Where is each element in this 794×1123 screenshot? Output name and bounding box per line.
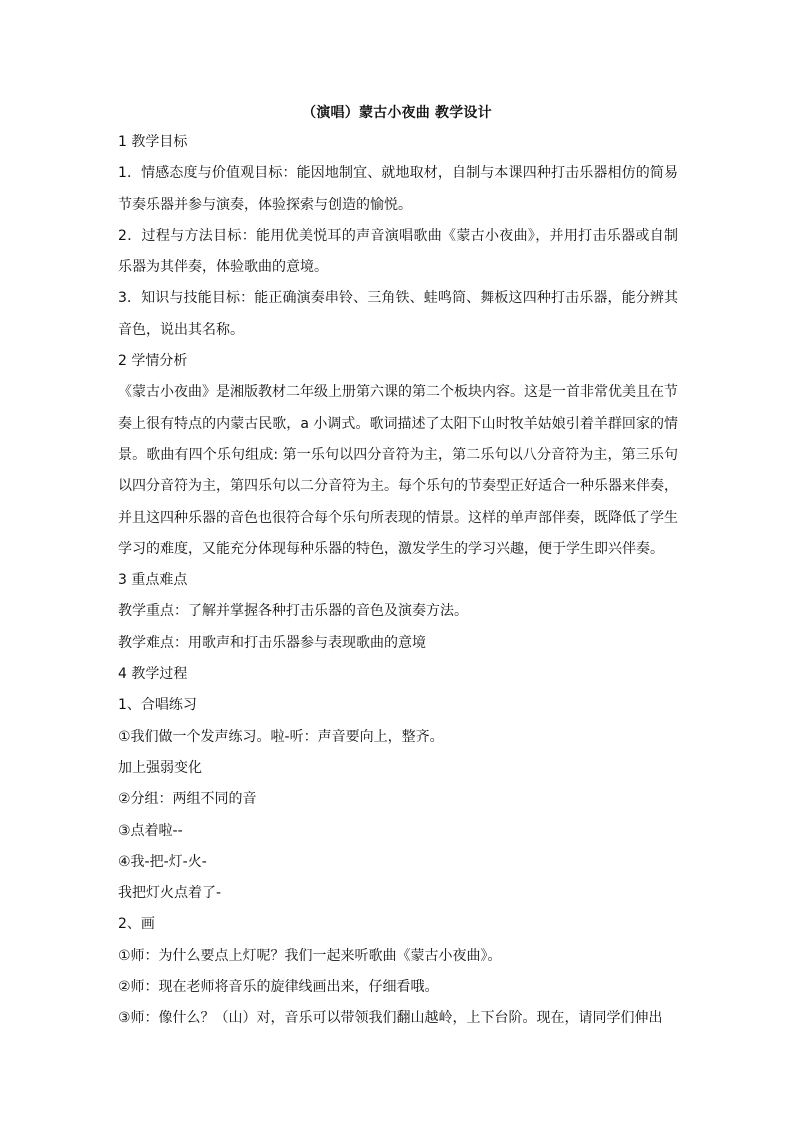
step1-item: ②分组：两组不同的音	[118, 791, 257, 808]
step1-item: ④我-把-灯-火-	[118, 853, 207, 870]
document-body	[118, 127, 678, 1035]
document-title: （演唱）蒙古小夜曲 教学设计	[302, 105, 492, 121]
goal-paragraph-2	[118, 221, 678, 284]
step-heading-1: 1、合唱练习	[118, 697, 197, 714]
paragraph-line: 《蒙古小夜曲》是湘版教材二年级上册第六课的第二个板块内容。这是一首非常优美且在节	[118, 384, 678, 401]
difficulty-text: 教学难点：用歌声和打击乐器参与表现歌曲的意境	[118, 634, 426, 651]
step1-item: 我把灯火点着了-	[118, 885, 222, 902]
paragraph-line: 景。歌曲有四个乐句组成: 第一乐句以四分音符为主，第二乐句以八分音符为主，第三乐句	[118, 446, 678, 463]
goal-paragraph-1	[118, 158, 678, 221]
paragraph-line: 1．情感态度与价值观目标：能因地制宜、就地取材，自制与本课四种打击乐器相仿的简易	[118, 165, 678, 182]
goal-paragraph-3	[118, 283, 678, 346]
analysis-paragraph	[118, 377, 678, 565]
paragraph-line: 奏上很有特点的内蒙古民歌，a 小调式。歌词描述了太阳下山时牧羊姑娘引着羊群回家的情	[118, 415, 678, 432]
step2-item: ②师：现在老师将音乐的旋律线画出来，仔细看哦。	[118, 979, 439, 996]
section-heading-analysis: 2 学情分析	[118, 353, 188, 370]
paragraph-line: 节奏乐器并参与演奏，体验探索与创造的愉悦。	[118, 196, 412, 213]
paragraph-line: 以四分音符为主，第四乐句以二分音符为主。每个乐句的节奏型正好适合一种乐器来伴奏，	[118, 478, 678, 495]
step2-item: ③师：像什么？（山）对，音乐可以带领我们翻山越岭，上下台阶。现在，请同学们伸出	[118, 1010, 663, 1027]
key-point-text: 教学重点：了解并掌握各种打击乐器的音色及演奏方法。	[118, 603, 468, 620]
paragraph-line: 音色，说出其名称。	[118, 321, 244, 338]
paragraph-line: 2．过程与方法目标：能用优美悦耳的声音演唱歌曲《蒙古小夜曲》，并用打击乐器或自制	[118, 227, 678, 244]
paragraph-line: 学习的难度，又能充分体现每种乐器的特色，激发学生的学习兴趣，便于学生即兴伴奏。	[118, 540, 664, 557]
paragraph-line: 并且这四种乐器的音色也很符合每个乐句所表现的情景。这样的单声部伴奏，既降低了学生	[118, 509, 678, 526]
step1-item: ①我们做一个发声练习。啦-听：声音要向上，整齐。	[118, 728, 444, 745]
step2-item: ①师：为什么要点上灯呢？我们一起来听歌曲《蒙古小夜曲》。	[118, 947, 502, 964]
section-heading-process: 4 教学过程	[118, 666, 188, 683]
step1-item: ③点着啦--	[118, 822, 183, 839]
paragraph-line: 乐器为其伴奏，体验歌曲的意境。	[118, 259, 328, 276]
step-heading-2: 2、画	[118, 916, 155, 933]
section-heading-key-points: 3 重点难点	[118, 572, 188, 589]
step1-item: 加上强弱变化	[118, 759, 202, 776]
paragraph-line: 3．知识与技能目标：能正确演奏串铃、三角铁、蛙鸣筒、舞板这四种打击乐器，能分辨其	[118, 290, 678, 307]
section-heading-goals: 1 教学目标	[118, 134, 188, 150]
